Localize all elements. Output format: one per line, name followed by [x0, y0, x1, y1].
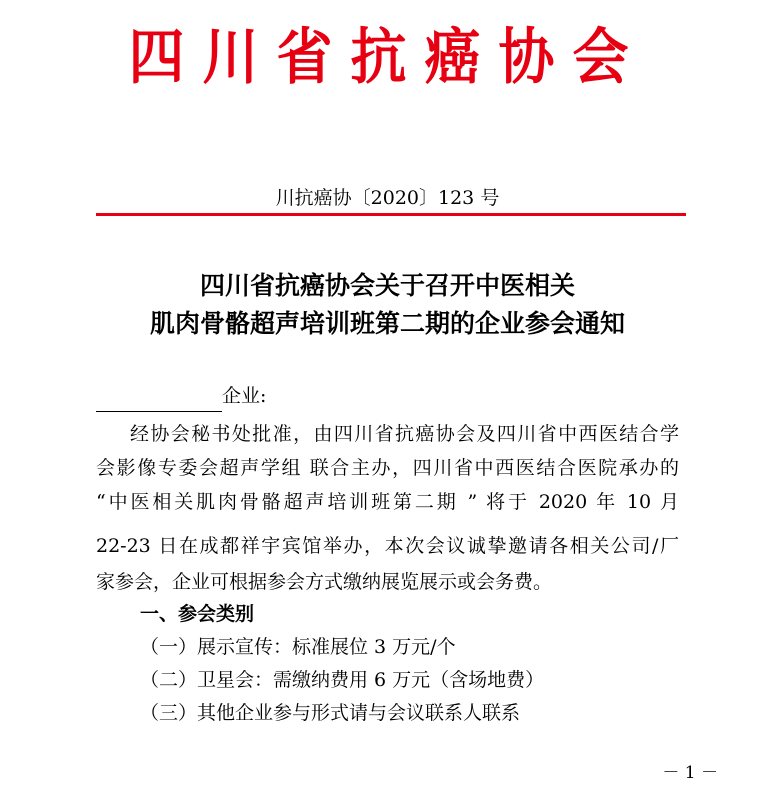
salutation	[96, 380, 266, 412]
document-title-line-1: 四川省抗癌协会关于召开中医相关	[199, 271, 575, 300]
organization-title: 四川省抗癌协会	[128, 22, 647, 93]
body-paragraph-line-3: “中医相关肌肉骨骼超声培训班第二期 ” 将于 2020 年 10 月	[96, 491, 679, 513]
list-item: （二）卫星会：需缴纳费用 6 万元（含场地费）	[140, 669, 545, 691]
section-heading: 一、参会类别	[140, 603, 255, 625]
body-paragraph-line-5: 家参会，企业可根据参会方式缴纳展览展示或会务费。	[96, 571, 553, 593]
body-paragraph-line-1: 经协会秘书处批准，由四川省抗癌协会及四川省中西医结合学	[130, 423, 679, 445]
header-divider	[96, 213, 686, 216]
recipient-blank	[96, 389, 222, 412]
list-item: （三）其他企业参与形式请与会议联系人联系	[140, 702, 521, 724]
salutation-text: 企业:	[222, 385, 267, 407]
body-paragraph-line-4: 22-23 日在成都祥宇宾馆举办，本次会议诚挚邀请各相关公司/厂	[96, 535, 679, 557]
page-number: － 1 －	[662, 763, 718, 783]
body-paragraph-line-2: 会影像专委会超声学组 联合主办，四川省中西医结合医院承办的	[96, 457, 679, 479]
document-number: 川抗癌协〔2020〕123 号	[275, 187, 500, 209]
document-title-line-2: 肌肉骨骼超声培训班第二期的企业参会通知	[149, 309, 625, 338]
list-item: （一）展示宣传：标准展位 3 万元/个	[140, 636, 456, 658]
